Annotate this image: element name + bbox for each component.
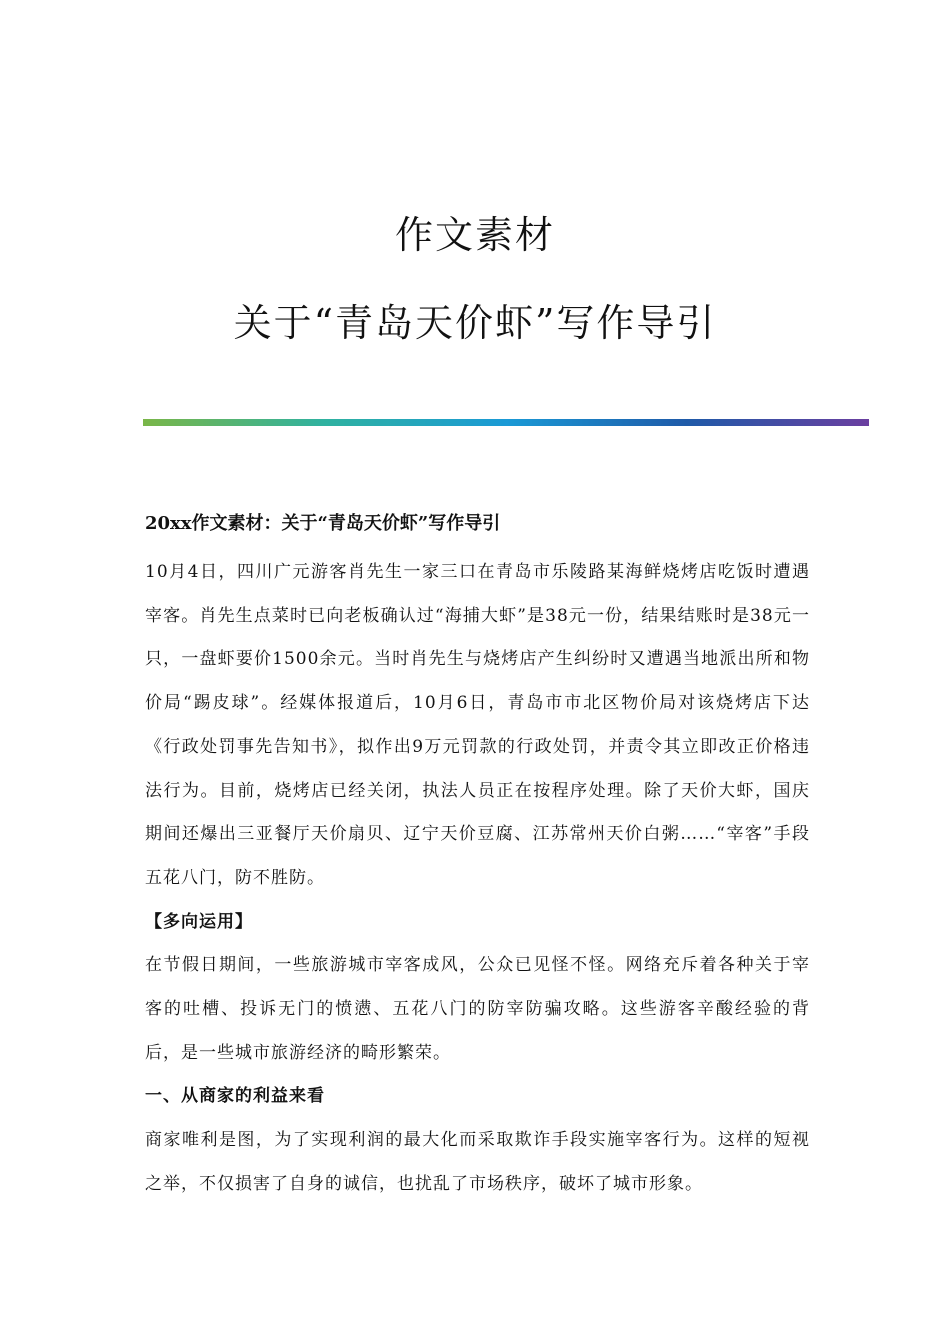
article-subtitle: 20xx作文素材：关于“青岛天价虾”写作导引 bbox=[145, 513, 501, 534]
paragraph-application: 在节假日期间，一些旅游城市宰客成风，公众已见怪不怪。网络充斥着各种关于宰客的吐槽、投诉无门的愤懑、五花八门的防宰防骗攻略。这些游客辛酸经验的背后，是一些城市旅游经济的畸形繁荣。 bbox=[145, 955, 810, 1063]
article-body bbox=[145, 507, 810, 1207]
gradient-divider bbox=[143, 419, 869, 426]
paragraph-merchant: 商家唯利是图，为了实现利润的最大化而采取欺诈手段实施宰客行为。这样的短视之举，不仅损害了自身的诚信，也扰乱了市场秩序，破坏了城市形象。 bbox=[145, 1130, 810, 1194]
section-label: 【多向运用】 bbox=[145, 911, 253, 932]
paragraph-news: 10月4日，四川广元游客肖先生一家三口在青岛市乐陵路某海鲜烧烤店吃饭时遭遇宰客。肖先生点菜时已向老板确认过“海捕大虾”是38元一份，结果结账时是38元一只，一盘虾要价1500余元。当时肖先生与烧烤店产生纠纷时又遭遇当地派出所和物价局“踢皮球”。经媒体报道后，10月6日，青岛市市北区物价局对该烧烤店下达《行政处罚事先告知书》，拟作出9万元罚款的行政处罚，并责令其立即改正价格违法行为。目前，烧烤店已经关闭，执法人员正在按程序处理。除了天价大虾，国庆期间还爆出三亚餐厅天价扇贝、辽宁天价豆腐、江苏常州天价白粥……“宰客”手段五花八门，防不胜防。 bbox=[145, 562, 810, 888]
cover-title-line-2: 关于“青岛天价虾”写作导引 bbox=[233, 301, 717, 345]
section-heading-1: 一、从商家的利益来看 bbox=[145, 1086, 325, 1107]
cover-title-line-1: 作文素材 bbox=[394, 213, 555, 257]
